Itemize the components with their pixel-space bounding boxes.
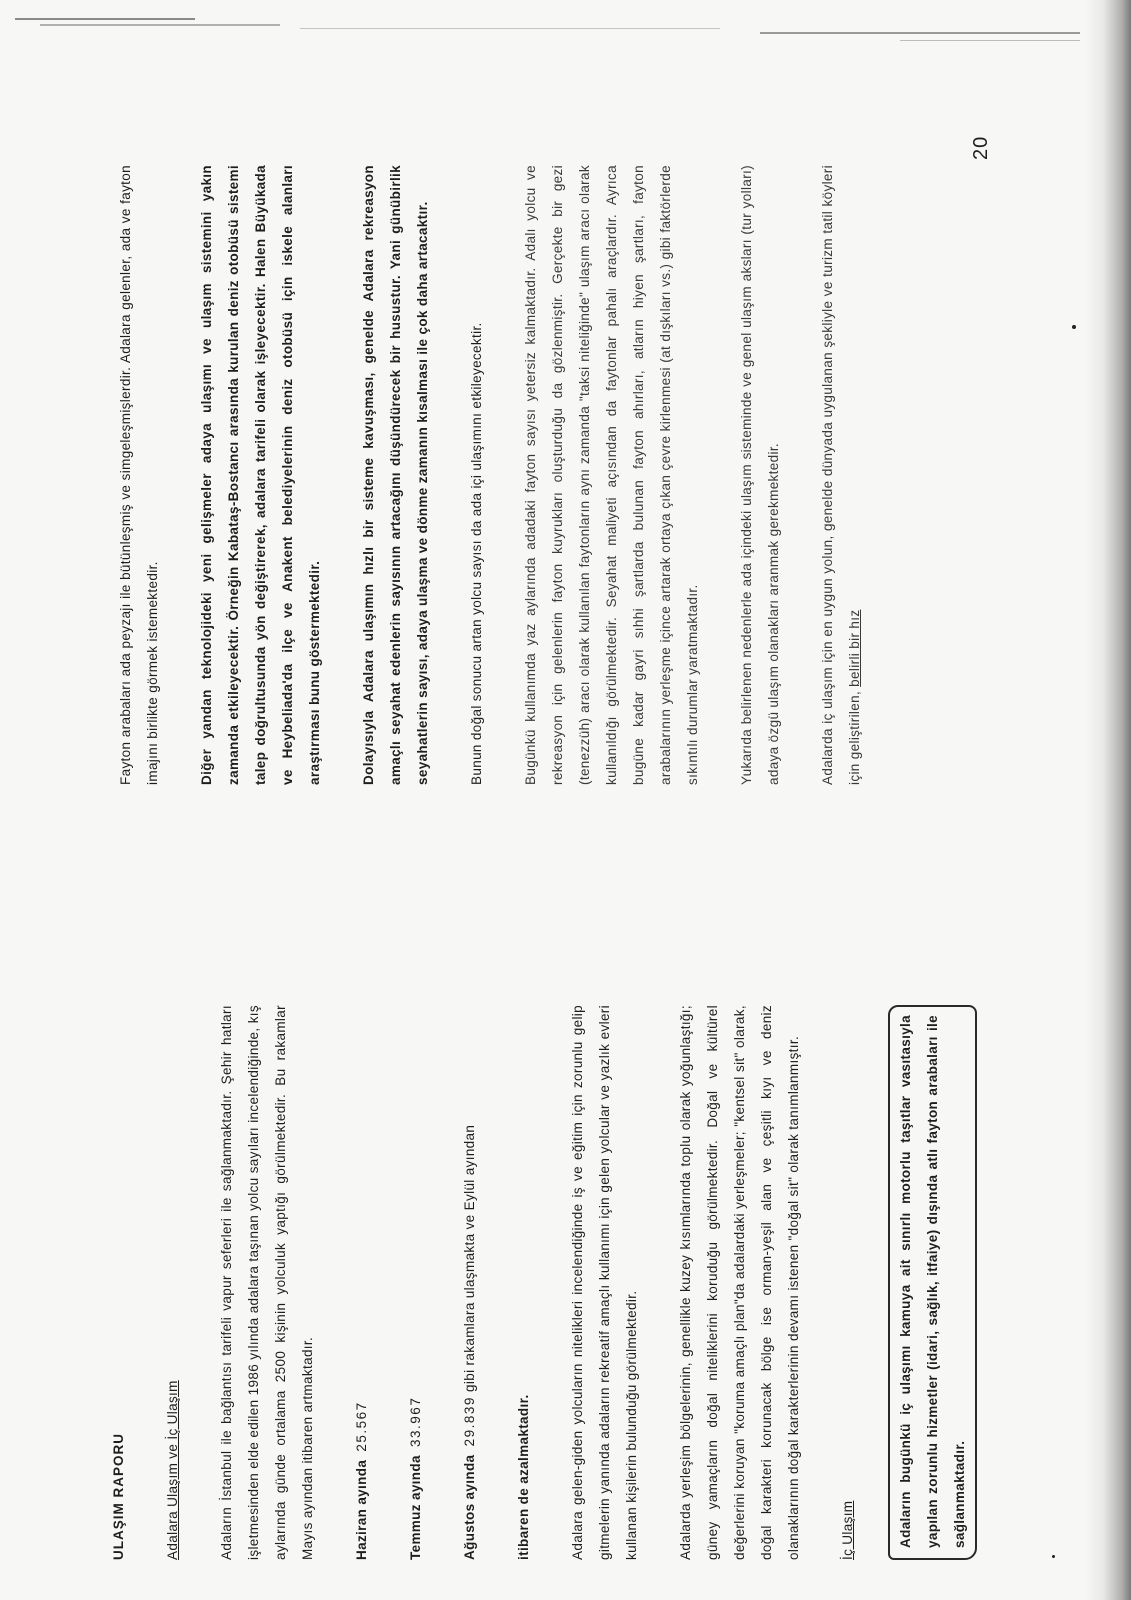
stats-ending: itibaren de azalmaktadır. <box>516 1394 531 1560</box>
paragraph-dogal-sonuc: Bunun doğal sonucu artan yolcu sayısı da ada içi ulaşımını etkileyecektir. <box>469 322 484 785</box>
paragraph-yerlesim: Adalarda yerleşim bölgelerinin, genellikle kuzey kısımlarında toplu olarak yoğunlaştığı; güney yamaçların doğal niteliklerini koruduğu görülmektedir. Doğal ve kültürel değerlerini koruyan "koruma amaçlı plan"da adalardaki yerleşmeler; "kentsel sit" olarak, doğal karakteri korunacak bölge ise orman-yeşil alan ve çeşitli kıyı ve deniz olanaklarının doğal karakterlerinin devamı istenen "doğal sit" olarak tanımlanmıştır. <box>678 1005 801 1560</box>
stat-value: 29.839 <box>462 1396 477 1447</box>
ic-ulasim-heading: İç Ulaşım <box>840 1500 855 1560</box>
paragraph-fayton: Fayton arabaları ada peyzajı ile bütünleşmiş ve simgeleşmişlerdir. Adalara gelenler, ada ve fayton imajını birlikte görmek istemektedir. <box>118 165 160 785</box>
underlined-phrase: belirli bir hız <box>847 609 862 687</box>
paragraph-text: Adalarda iç ulaşım için en uygun yolun, genelde dünyada uygulanan şekliyle ve turizm tatil köyleri için geliştirilen, <box>820 165 862 785</box>
stat-value: 25.567 <box>354 1401 369 1452</box>
stat-label: Temmuz ayında <box>408 1455 423 1560</box>
right-column <box>112 165 868 785</box>
page-number: 20 <box>970 135 992 160</box>
stat-suffix: gibi rakamlara ulaşmakta ve Eylül ayından <box>462 1124 477 1397</box>
paragraph-vapur-seferleri: Adaların İstanbul ile bağlantısı tarifeli vapur seferleri ile sağlanmaktadır. Şehir hatları işletmesinden elde edilen 1986 yılında adalara taşınan yolcu sayıları incelendiğinde, kış aylarında günde ortalama 2500 kişinin yolculuk yaptığı görülmektedir. Bu rakamlar Mayıs ayından itibaren artmaktadır. <box>219 1005 315 1560</box>
section-heading: Adalara Ulaşım ve İç Ulaşım <box>165 1380 180 1560</box>
paragraph-nedenler: Yukarıda belirlenen nedenlerle ada içindeki ulaşım sisteminde ve genel ulaşım aksları (tur yolları) adaya özgü ulaşım olanakları aranmak gerekmektedir. <box>739 165 781 785</box>
stat-line-august <box>456 1005 483 1560</box>
stat-line-july <box>402 1005 429 1560</box>
paragraph-ic-ulasim-yolu <box>814 165 868 785</box>
stat-label: Haziran ayında <box>354 1459 369 1560</box>
report-title: ULAŞIM RAPORU <box>111 1433 126 1560</box>
left-column <box>105 1005 1004 1560</box>
stat-value: 33.967 <box>408 1396 423 1447</box>
paragraph-hizli-sistem: Dolayısıyla Adalara ulaşımın hızlı bir sisteme kavuşması, genelde Adalara rekreasyon amaçlı seyahat edenlerin sayısının artacağını düşündürecek bir husustur. Yani günübirlik seyahatlerin sayısı, adaya ulaşma ve dönme zamanın kısalması ile çok daha artacaktır. <box>361 165 430 785</box>
paragraph-yolcu-nitelikleri: Adalara gelen-giden yolcuların nitelikleri incelendiğinde iş ve eğitim için zorunlu gelip gitmelerin yanında adaların rekreatif amaçlı kullanımı için gelen yolcular ve yazlık evleri kullanan kişilerin bulunduğu görülmektedir. <box>570 1005 639 1560</box>
stat-line-june <box>348 1005 375 1560</box>
boxed-ic-ulasim-text: Adaların bugünkü iç ulaşımı kamuya ait sınırlı motorlu taşıtlar vasıtasıyla yapılan zorunlu hizmetler (idari, sağlık, itfaiye) dışında atlı fayton arabaları ile sağlanmaktadır. <box>888 1005 977 1560</box>
paragraph-fayton-sayisi: Bugünkü kullanımda yaz aylarında adadaki fayton sayısı yetersiz kalmaktadır. Adalı yolcu ve rekreasyon için gelenlerin fayton kuyrukları oluşturduğu da gözlenmiştir. Gerçekte bir gezi (tenezzüh) aracı olarak kullanılan faytonların aynı zamanda "taksi niteliğinde" ulaşım aracı olarak kullanıldığı görülmektedir. Seyahat maliyeti açısından da faytonlar pahalı araçlardır. Ayrıca bugüne kadar gayri sıhhi şartlarda bulunan fayton ahırları, atların hiyen şartları, fayton arabalarının yerleşme içince artarak ortaya çıkan çevre kirlenmesi (at dışkıları vs.) gibi faktörlerde sıkıntılı durumlar yaratmaktadır. <box>523 165 700 785</box>
paragraph-teknoloji: Diğer yandan teknolojideki yeni gelişmeler adaya ulaşımı ve ulaşım sistemini yakın zamanda etkileyecektir. Örneğin Kabataş-Bostancı arasında kurulan deniz otobüsü sistemi talep doğrultusunda yön değiştirerek, adalara tarifeli olarak işleyecektir. Halen Büyükada ve Heybeliada'da ilçe ve Anakent belediyelerinin deniz otobüsü için iskele alanları araştırması bunu göstermektedir. <box>199 165 322 785</box>
stat-label: Ağustos ayında <box>462 1454 477 1560</box>
